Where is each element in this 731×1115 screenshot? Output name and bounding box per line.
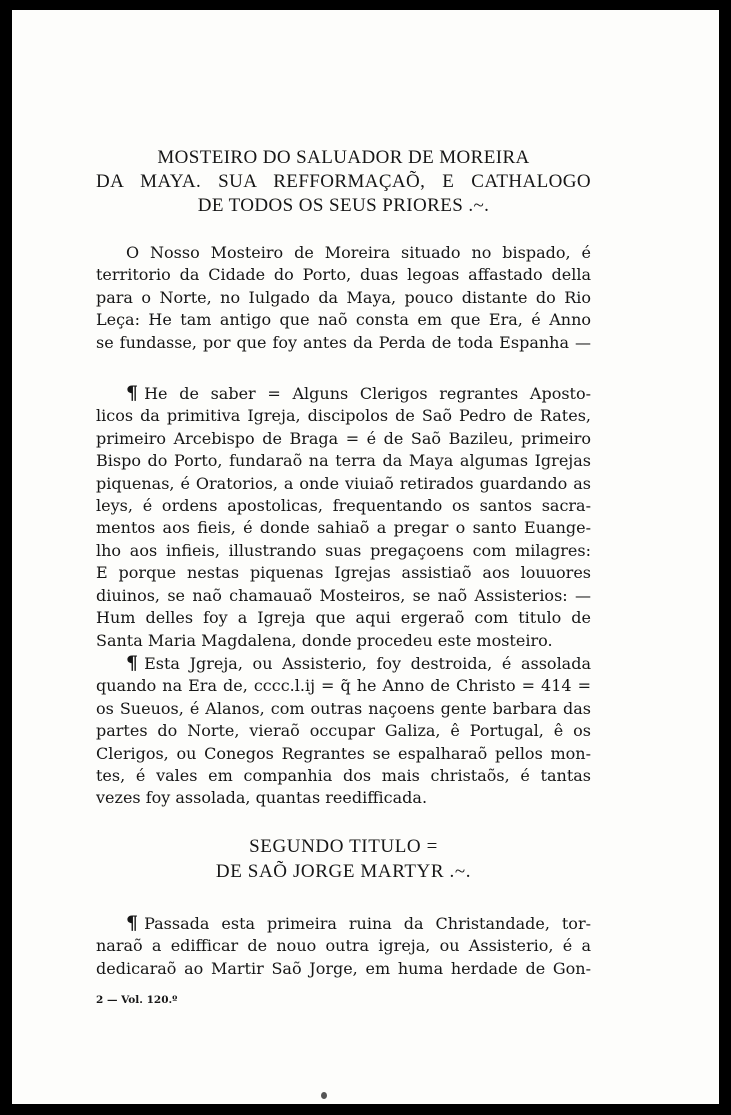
- paragraph-3-line: Clerigos, ou Conegos Regrantes se espalharaõ pellos mon-: [96, 743, 591, 763]
- section-heading-line-1: SEGUNDO TITULO =: [249, 835, 438, 857]
- paragraph-2-line: diuinos, se naõ chamauaõ Mosteiros, se naõ Assisterios: —: [96, 585, 591, 605]
- chapter-title-line-2: DA MAYA. SUA REFFORMAÇAÕ, E CATHALOGO: [96, 171, 591, 192]
- paragraph-2-line: Bispo do Porto, fundaraõ na terra da Maya algumas Igrejas: [96, 451, 591, 471]
- signature-mark: 2 — Vol. 120.º: [96, 993, 178, 1006]
- paragraph-3-line: tes, é vales em companhia dos mais christaõs, é tantas: [96, 765, 591, 785]
- paragraph-2-first-line: [96, 382, 591, 405]
- paragraph-4-first-line: [96, 912, 591, 935]
- paragraph-1-line: territorio da Cidade do Porto, duas legoas affastado della: [96, 265, 591, 285]
- chapter-title-line-1: MOSTEIRO DO SALUADOR DE MOREIRA: [157, 147, 530, 168]
- pilcrow-icon: ¶: [126, 911, 139, 934]
- paragraph-1-line: Leça: He tam antigo que naõ consta em que Era, é Anno: [96, 310, 591, 330]
- paragraph-3-line: vezes foy assolada, quantas reedifficada.: [96, 788, 428, 808]
- paragraph-2-line: Santa Maria Magdalena, donde procedeu este mosteiro.: [96, 630, 553, 650]
- chapter-title-line-3: DE TODOS OS SEUS PRIORES .~.: [197, 195, 490, 216]
- paragraph-2-line: leys, é ordens apostolicas, frequentando os santos sacra-: [96, 496, 591, 516]
- paragraph-2-line: lho aos infieis, illustrando suas pregaçoens com milagres:: [96, 540, 591, 560]
- paragraph-3-line: os Sueuos, é Alanos, com outras naçoens gente barbara das: [96, 698, 591, 718]
- section-heading-line-2: DE SAÕ JORGE MARTYR .~.: [215, 860, 472, 882]
- paragraph-2-line: piquenas, é Oratorios, a onde viuiaõ retirados guardando as: [96, 473, 591, 493]
- paragraph-4-line: Passada esta primeira ruina da Christandade, tor-: [144, 913, 591, 933]
- paragraph-3-first-line: [96, 652, 591, 675]
- page-content: [96, 146, 591, 1006]
- page-dot: [321, 1092, 327, 1099]
- paragraph-1-line: O Nosso Mosteiro de Moreira situado no bispado, é: [126, 243, 591, 262]
- paragraph-2-line: E porque nestas piquenas Igrejas assistiaõ aos louuores: [96, 563, 591, 583]
- paragraph-3-line: partes do Norte, vieraõ occupar Galiza, ê Portugal, ê os: [96, 721, 591, 741]
- paragraph-2-line: mentos aos fieis, é donde sahiaõ a pregar o santo Euange-: [96, 518, 591, 538]
- pilcrow-icon: ¶: [126, 382, 139, 405]
- paragraph-1: [96, 242, 591, 354]
- paragraph-2-line: licos da primitiva Igreja, discipolos de Saõ Pedro de Rates,: [96, 406, 591, 426]
- paragraph-1-line: se fundasse, por que foy antes da Perda de toda Espanha —: [96, 332, 591, 352]
- pilcrow-icon: ¶: [126, 651, 139, 674]
- paragraph-4-line: naraõ a edifficar de nouo outra igreja, ou Assisterio, é a: [96, 936, 591, 956]
- paragraph-4-line: dedicaraõ ao Martir Saõ Jorge, em huma herdade de Gon-: [96, 958, 591, 978]
- paragraph-2-line: He de saber = Alguns Clerigos regrantes Aposto-: [144, 384, 591, 404]
- paragraph-2-line: primeiro Arcebispo de Braga = é de Saõ Bazileu, primeiro: [96, 428, 591, 448]
- paragraph-2: [96, 382, 591, 652]
- paragraph-4: [96, 912, 591, 980]
- paragraph-3: [96, 652, 591, 810]
- paragraph-2-line: Hum delles foy a Igreja que aqui ergeraõ com titulo de: [96, 608, 591, 628]
- paragraph-3-line: quando na Era de, cccc.l.ij = q̃ he Anno de Christo = 414 =: [96, 676, 591, 696]
- page-sheet: [12, 10, 719, 1104]
- paragraph-1-line: para o Norte, no Iulgado da Maya, pouco distante do Rio: [96, 287, 591, 307]
- paragraph-3-line: Esta Jgreja, ou Assisterio, foy destroida, é assolada: [144, 653, 591, 673]
